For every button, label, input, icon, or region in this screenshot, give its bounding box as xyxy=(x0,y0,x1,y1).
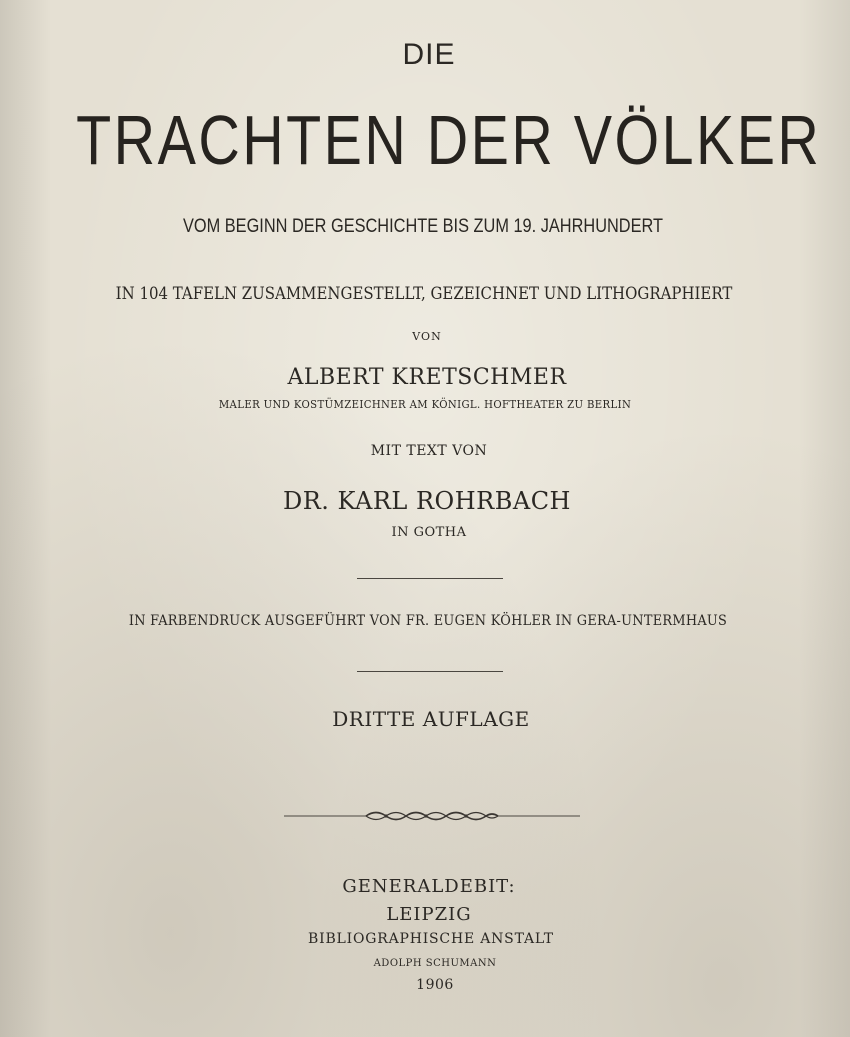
text-by-line: MIT TEXT VON xyxy=(370,443,488,459)
text-author-place: IN GOTHA xyxy=(391,525,467,540)
publisher-owner: ADOLPH SCHUMANN xyxy=(373,958,497,969)
title-article: DIE xyxy=(402,38,456,71)
plates-line: IN 104 TAFELN ZUSAMMENGESTELLT, GEZEICHNET UND LITHOGRAPHIERT xyxy=(115,284,733,304)
distribution-label: GENERALDEBIT: xyxy=(342,876,516,897)
divider-rule xyxy=(357,578,503,579)
scroll-ornament-icon xyxy=(284,806,580,826)
publisher-city: LEIPZIG xyxy=(386,904,472,925)
book-title: TRACHTEN DER VÖLKER xyxy=(76,101,822,179)
publication-year: 1906 xyxy=(416,977,454,993)
by-word: VON xyxy=(412,330,442,343)
text-author-name: DR. KARL ROHRBACH xyxy=(282,487,571,515)
author-name: ALBERT KRETSCHMER xyxy=(287,365,567,390)
publisher-name: BIBLIOGRAPHISCHE ANSTALT xyxy=(308,931,554,947)
divider-rule xyxy=(357,671,503,672)
author-role: MALER UND KOSTÜMZEICHNER AM KÖNIGL. HOFTHEATER ZU BERLIN xyxy=(218,398,632,411)
printer-line: IN FARBENDRUCK AUSGEFÜHRT VON FR. EUGEN KÖHLER IN GERA-UNTERMHAUS xyxy=(128,613,728,629)
edition-label: DRITTE AUFLAGE xyxy=(332,707,530,731)
book-subtitle: VOM BEGINN DER GESCHICHTE BIS ZUM 19. JAHRHUNDERT xyxy=(183,216,663,237)
